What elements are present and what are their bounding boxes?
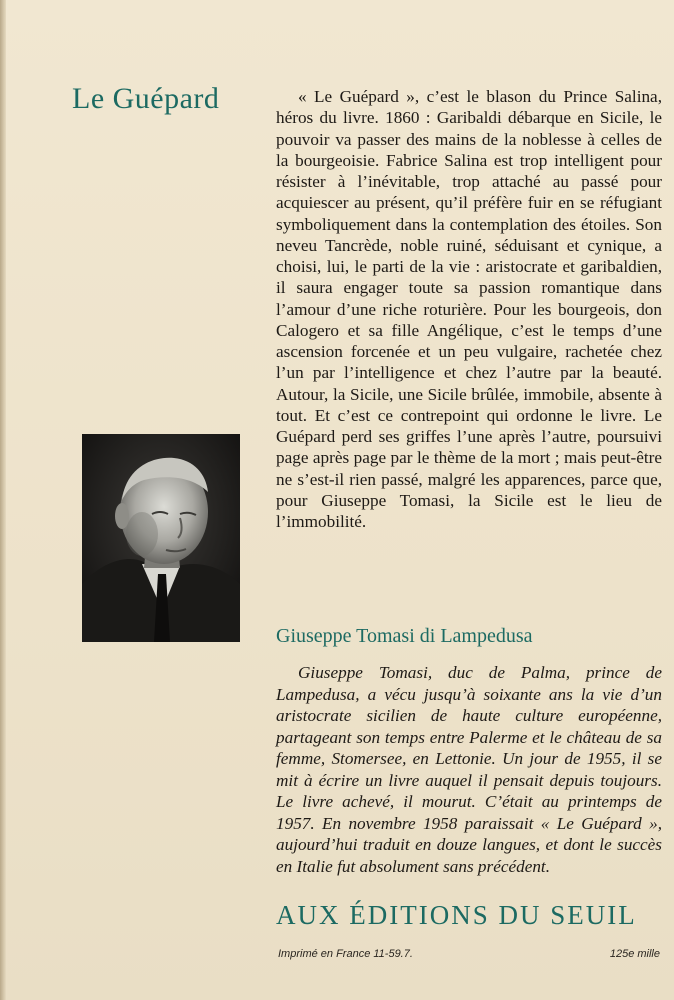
print-run: 125e mille bbox=[609, 948, 660, 960]
bio-text: Giuseppe Tomasi, duc de Palma, prince de Lampedusa, a vécu jusqu’à soixante ans la vie d’un aristocrate sicilien de haute culture européenne, partageant son temps entre Palerme et le château de sa femme, Stomersee, en Lettonie. Un jour de 1955, il se mit à écrire un livre auquel il pensait depuis toujours. Le livre achevé, il mourut. C’était au printemps de 1957. En novembre 1958 paraissait « Le Guépard », aujourd’hui traduit en douze langues, et dont le succès en Italie fut absolument sans précédent. bbox=[276, 663, 662, 876]
book-title: Le Guépard bbox=[72, 82, 220, 115]
book-summary bbox=[276, 86, 662, 532]
author-name: Giuseppe Tomasi di Lampedusa bbox=[276, 625, 533, 647]
author-portrait bbox=[82, 434, 240, 642]
summary-text: « Le Guépard », c’est le blason du Prince Salina, héros du livre. 1860 : Garibaldi débarque en Sicile, le pouvoir va passer des mains de la noblesse à celles de la bourgeoisie. Fabrice Salina est trop intelligent pour résister à l’inévitable, trop attaché au passé pour acquiescer au présent, qu’il préfère fuir en se réfugiant symboliquement dans la contemplation des étoiles. Son neveu Tancrède, noble ruiné, séduisant et cynique, a choisi, lui, le parti de la vie : aristocrate et garibaldien, il saura engager toute sa passion romantique dans l’amour d’une riche roturière. Pour les bourgeois, don Calogero et sa fille Angélique, c’est le temps d’une ascension forcenée et un peu vulgaire, rachetée chez l’un par l’intelligence et chez l’autre par la beauté. Autour, la Sicile, une Sicile brûlée, immobile, absente à tout. Et c’est ce contrepoint qui ordonne le livre. Le Guépard perd ses griffes l’une après l’autre, poursuivi page après page par le thème de la mort ; mais peut-être ne s’est-il rien passé, malgré les apparences, parce que, pour Giuseppe Tomasi, la Sicile est le lieu de l’immobilité. bbox=[276, 87, 662, 531]
cover-edge bbox=[0, 0, 6, 1000]
author-bio bbox=[276, 662, 662, 877]
publisher-name: AUX ÉDITIONS DU SEUIL bbox=[276, 900, 637, 930]
imprint-line: Imprimé en France 11-59.7. bbox=[278, 948, 413, 960]
author-photo bbox=[82, 434, 240, 642]
